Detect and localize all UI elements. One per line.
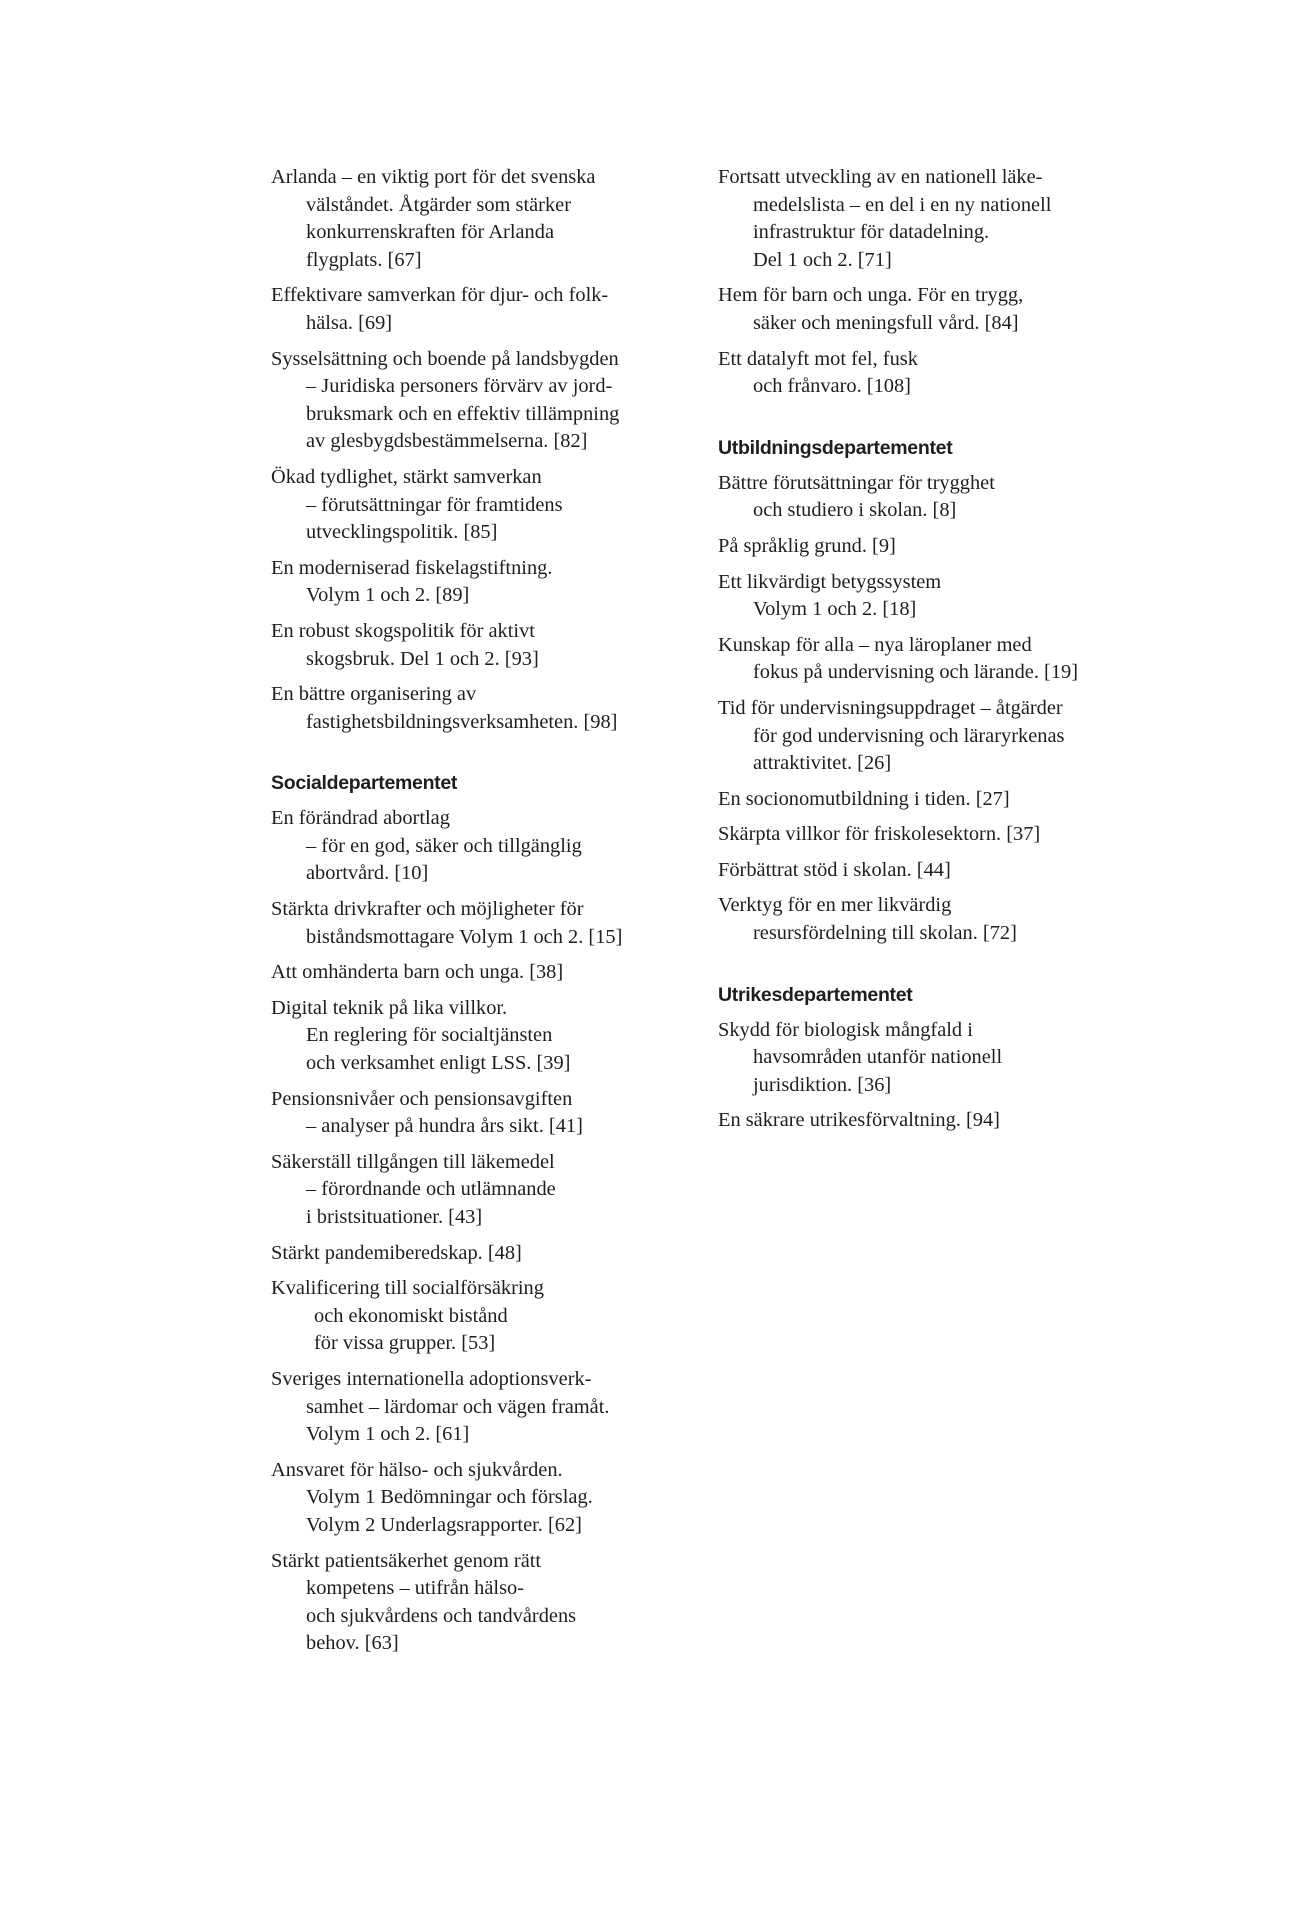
entry-line: medelslista – en del i en ny nationell	[753, 193, 1052, 216]
report-entry	[271, 464, 691, 547]
report-entry	[718, 857, 1148, 885]
entry-line: Pensionsnivåer och pensionsavgiften	[271, 1087, 573, 1110]
entry-line: Digital teknik på lika villkor.	[271, 996, 508, 1019]
left-column	[271, 164, 691, 1666]
entry-line: – för en god, säker och tillgänglig	[306, 834, 582, 857]
entry-line: – förutsättningar för framtidens	[306, 493, 563, 516]
entry-line: Att omhänderta barn och unga. [38]	[271, 961, 564, 984]
report-entry	[718, 346, 1148, 401]
report-entry	[718, 1017, 1148, 1100]
entry-line: och verksamhet enligt LSS. [39]	[306, 1052, 571, 1075]
entry-line: Volym 1 och 2. [89]	[306, 584, 470, 607]
entry-line: Effektivare samverkan för djur- och folk-	[271, 284, 609, 307]
entry-line: Volym 1 Bedömningar och förslag.	[306, 1486, 593, 1509]
department-heading: Utrikesdepartementet	[718, 983, 913, 1006]
report-entry	[718, 695, 1148, 778]
entry-line: Skärpta villkor för friskolesektorn. [37]	[718, 823, 1041, 846]
entry-line: Kvalificering till socialförsäkring	[271, 1277, 544, 1300]
entry-line: Volym 1 och 2. [18]	[753, 598, 917, 621]
entry-line: – analyser på hundra års sikt. [41]	[306, 1115, 583, 1138]
entry-line: i bristsituationer. [43]	[306, 1206, 483, 1228]
report-entry	[271, 681, 691, 736]
entry-line: kompetens – utifrån hälso-	[306, 1577, 525, 1600]
entry-line: biståndsmottagare Volym 1 och 2. [15]	[306, 925, 623, 948]
entry-line: Förbättrat stöd i skolan. [44]	[718, 858, 951, 881]
entry-line: havsområden utanför nationell	[753, 1046, 1003, 1069]
entry-line: En förändrad abortlag	[271, 807, 450, 830]
entry-line: Hem för barn och unga. För en trygg,	[718, 284, 1024, 307]
entry-line: Skydd för biologisk mångfald i	[718, 1018, 973, 1041]
report-entry	[718, 533, 1148, 561]
entry-line: Arlanda – en viktig port för det svenska	[271, 166, 596, 188]
entry-line: På språklig grund. [9]	[718, 534, 896, 557]
report-entry	[271, 282, 691, 337]
report-entry	[271, 959, 691, 987]
report-entry	[271, 346, 691, 456]
entry-line: En reglering för socialtjänsten	[306, 1024, 553, 1047]
entry-line: Volym 1 och 2. [61]	[306, 1423, 470, 1446]
report-entry	[718, 1107, 1148, 1135]
entry-line: Volym 2 Underlagsrapporter. [62]	[306, 1513, 582, 1536]
entry-line: resursfördelning till skolan. [72]	[753, 922, 1017, 945]
entry-line: Stärkt pandemiberedskap. [48]	[271, 1241, 522, 1264]
report-entry	[271, 618, 691, 673]
entry-line: En säkrare utrikesförvaltning. [94]	[718, 1109, 1000, 1132]
report-entry	[718, 164, 1148, 274]
entry-line: En socionomutbildning i tiden. [27]	[718, 787, 1010, 810]
entry-line: En moderniserad fiskelagstiftning.	[271, 556, 553, 579]
entry-line: abortvård. [10]	[306, 862, 429, 885]
report-entry	[718, 470, 1148, 525]
entry-line: behov. [63]	[306, 1632, 399, 1655]
entry-line: skogsbruk. Del 1 och 2. [93]	[306, 647, 539, 670]
entry-line: och ekonomiskt bistånd	[314, 1304, 508, 1327]
report-entry	[271, 1240, 691, 1268]
entry-line: Ökad tydlighet, stärkt samverkan	[271, 465, 542, 488]
report-entry	[271, 164, 691, 274]
entry-line: bruksmark och en effektiv tillämpning	[306, 402, 620, 425]
report-entry	[718, 569, 1148, 624]
department-heading: Utbildningsdepartementet	[718, 436, 953, 459]
entry-line: – Juridiska personers förvärv av jord-	[306, 375, 613, 398]
entry-line: Ett datalyft mot fel, fusk	[718, 347, 918, 370]
report-entry	[271, 995, 691, 1078]
entry-line: och studiero i skolan. [8]	[753, 499, 957, 522]
entry-line: fokus på undervisning och lärande. [19]	[753, 661, 1079, 684]
entry-line: Sysselsättning och boende på landsbygden	[271, 347, 619, 370]
entry-line: Ansvaret för hälso- och sjukvården.	[271, 1458, 563, 1481]
entry-line: för god undervisning och läraryrkenas	[753, 724, 1065, 747]
entry-line: attraktivitet. [26]	[753, 752, 892, 775]
report-entry	[718, 786, 1148, 814]
entry-line: Ett likvärdigt betygssystem	[718, 570, 942, 593]
report-entry	[271, 1366, 691, 1449]
report-entry	[271, 555, 691, 610]
entry-line: – förordnande och utlämnande	[306, 1178, 556, 1201]
entry-line: Kunskap för alla – nya läroplaner med	[718, 633, 1032, 656]
report-entry	[271, 1457, 691, 1540]
report-entry	[271, 896, 691, 951]
entry-line: Del 1 och 2. [71]	[753, 248, 892, 271]
entry-line: Fortsatt utveckling av en nationell läke-	[718, 166, 1043, 188]
entry-line: av glesbygdsbestämmelserna. [82]	[306, 430, 588, 453]
report-entry	[271, 805, 691, 888]
report-entry	[271, 1548, 691, 1658]
entry-line: Verktyg för en mer likvärdig	[718, 894, 952, 917]
report-entry	[271, 1275, 691, 1358]
entry-line: infrastruktur för datadelning.	[753, 221, 990, 244]
entry-line: välståndet. Åtgärder som stärker	[306, 193, 571, 216]
report-entry	[718, 821, 1148, 849]
right-column	[718, 164, 1148, 1143]
entry-line: hälsa. [69]	[306, 311, 393, 334]
entry-line: fastighetsbildningsverksamheten. [98]	[306, 710, 618, 733]
department-heading: Socialdepartementet	[271, 772, 458, 795]
entry-line: En robust skogspolitik för aktivt	[271, 619, 535, 642]
entry-line: Stärkt patientsäkerhet genom rätt	[271, 1549, 542, 1572]
entry-line: och frånvaro. [108]	[753, 375, 911, 398]
entry-line: konkurrenskraften för Arlanda	[306, 221, 554, 244]
entry-line: samhet – lärdomar och vägen framåt.	[306, 1395, 610, 1418]
entry-line: flygplats. [67]	[306, 248, 422, 271]
entry-line: Bättre förutsättningar för trygghet	[718, 471, 995, 494]
entry-line: En bättre organisering av	[271, 683, 477, 706]
entry-line: Stärkta drivkrafter och möjligheter för	[271, 898, 584, 921]
report-entry	[718, 282, 1148, 337]
report-entry	[271, 1149, 691, 1232]
entry-line: Tid för undervisningsuppdraget – åtgärder	[718, 696, 1063, 719]
report-entry	[718, 632, 1148, 687]
report-entry	[271, 1086, 691, 1141]
report-entry	[718, 892, 1148, 947]
entry-line: och sjukvårdens och tandvårdens	[306, 1604, 577, 1627]
entry-line: jurisdiktion. [36]	[753, 1073, 892, 1096]
entry-line: säker och meningsfull vård. [84]	[753, 311, 1019, 334]
entry-line: utvecklingspolitik. [85]	[306, 521, 498, 544]
entry-line: Sveriges internationella adoptionsverk-	[271, 1367, 592, 1390]
entry-line: Säkerställ tillgången till läkemedel	[271, 1150, 555, 1173]
entry-line: för vissa grupper. [53]	[314, 1332, 496, 1355]
